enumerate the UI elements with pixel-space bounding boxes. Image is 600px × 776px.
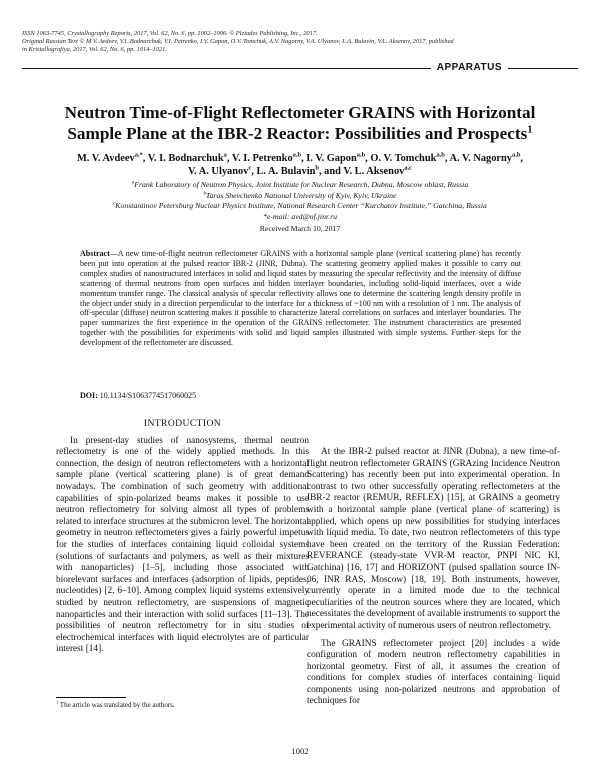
title-text: Neutron Time-of-Flight Reflectometer GRAINS with Horizontal Sample Plane at the IBR-2 Reactor: Possibilities and Prospects <box>64 103 536 143</box>
email: *e-mail: avd@nf.jinr.ru <box>262 211 338 221</box>
affiliation-c <box>22 201 578 212</box>
author: A. V. Nagorny <box>449 153 512 164</box>
section-label: APPARATUS <box>431 62 508 73</box>
abstract-text: —A new time-of-flight neutron reflectometer GRAINS with a horizontal sample plane (vertical scattering plane) has recently been put into operation at the pulsed reactor IBR-2 (JINR, Dubna). The scattering geometry applied makes it possible to carry out complex studies of nanostructured interfaces in solid and liquid states by measuring the specular reflectivity and the intensity of diffuse scattering of thermal neutrons from open surfaces and hidden interlayer boundaries, including solid-liquid interfaces, over a wide momentum transfer range. The classical analysis of specular reflectivity allows one to determine the scattering length density profile in the object under study in a direction perpendicular to the interface for a thickness of ~100 nm with a resolution of 1 nm. The analysis of off-specular (diffuse) neutron scattering makes it possible to characterize lateral correlations on surfaces and interlayer boundaries. The paper summarizes the first experience in the operation of the GRAINS reflectometer. The instrument characteristics are presented together with the possibilities for experiments with solid and liquid samples illustrated with simple systems. Further steps for the development of the reflectometer are discussed. <box>80 249 521 348</box>
author: O. V. Tomchuk <box>370 153 437 164</box>
left-column <box>56 418 309 656</box>
affiliation-a <box>22 180 578 191</box>
received-date: Received March 10, 2017 <box>259 224 341 233</box>
author: M. V. Avdeev <box>76 153 135 164</box>
author: V. A. Ulyanov <box>187 166 249 177</box>
affil-mark: b <box>203 190 206 196</box>
author-sup: a <box>223 151 227 159</box>
header-line: in Kristallografiya, 2017, Vol. 62, No. 6, pp. 1014–1021. <box>22 46 167 53</box>
section-heading: INTRODUCTION <box>143 418 222 429</box>
author-sup: a,b <box>356 151 366 159</box>
abstract <box>80 249 521 348</box>
author: I. V. Gapon <box>306 153 357 164</box>
affil-text: Frank Laboratory of Neutron Physics, Joint Institute for Nuclear Research, Dubna, Moscow oblast, Russia <box>134 180 469 189</box>
author-sup: b <box>315 164 319 172</box>
section-bar <box>22 62 578 76</box>
paragraph: In present-day studies of nanosystems, thermal neutron reflectometry is one of the widely applied methods. In this connection, the design of neutron reflectometers with a horizontal sample plane (vertical scattering plane) is of great demand nowadays. The combination of such geometry with additional capabilities of spin-polarized beams makes it possible to use neutron reflectometry for solving almost all types of problems related to interface structures at the submicron level. The horizontal geometry in neutron reflectometers gives a fairly powerful impetus for the studies of interfaces containing liquid colloidal systems (solutions of surfactants and polymers, as well as their mixtures with nanoparticles) [1–5], including those associated with biorelevant surfaces and interfaces (adsorption of lipids, peptides, nucleotides) [2, 6–10]. Among complex liquid systems extensively studied by neutron reflectometry, are suspensions of magnetic nanoparticles and their interaction with solid surfaces [11–13]. The possibilities of neutron reflectometry for in situ studies of electrochemical interfaces with liquid electrolytes are of particular interest [14]. <box>56 435 309 655</box>
journal-header <box>22 30 582 54</box>
header-line: ISSN 1063-7745, Crystallography Reports, 2017, Vol. 62, No. 6, pp. 1002–1006. © Pleiades Publishing, Inc., 2017. <box>22 30 318 37</box>
footnote <box>56 701 175 709</box>
author-sup: a,b <box>512 151 521 159</box>
author: L. A. Bulavin <box>256 166 316 177</box>
affiliation-b <box>22 191 578 202</box>
page-number: 1002 <box>291 746 309 756</box>
author: V. I. Bodnarchuk <box>147 153 224 164</box>
paragraph: The GRAINS reflectometer project [20] includes a wide configuration of modern neutron reflectometry capabilities in horizontal geometry. First of all, it assumes the creation of conditions for complex studies of interfaces containing liquid components using non-polarized neutrons and approbation of techniques for <box>307 638 560 707</box>
paragraph: At the IBR-2 pulsed reactor at JINR (Dubna), a new time-of-flight neutron reflectometer GRAINS (GRAzing Incidence Neutron Scattering) has recently been put into experimental operation. In contrast to two other successfully operating reflectometers at the IBR-2 reactor (REMUR, REFLEX) [15], at GRAINS a geometry with a horizontal sample plane (vertical plane of scattering) is applied, which opens up new possibilities for studying interfaces with liquid media. To date, two neutron reflectometers of this type have been created on the territory of the Russian Federation: REVERANCE (steady-state VVR-M reactor, PNPI NIC KI, Gatchina) [16, 17] and HORIZONT (pulsed spallation source IN-06, INR RAS, Moscow) [18, 19]. Both instruments, however, currently operate in a limited mode due to the technical peculiarities of the neutron sources where they are located, which necessitates the development of available instruments to support the experimental activity of numerous users of neutron reflectometry. <box>307 447 561 631</box>
affil-text: Taras Shevchenko National University of Kyiv, Kyiv, Ukraine <box>205 190 397 200</box>
author-sup: a,b <box>436 151 445 159</box>
affiliations <box>22 180 578 222</box>
right-column <box>307 447 560 708</box>
title-footnote-mark: 1 <box>527 124 533 136</box>
author-sup: a,c <box>404 164 413 172</box>
author: V. I. Petrenko <box>231 153 293 164</box>
author: V. L. Aksenov <box>343 166 405 177</box>
doi <box>80 391 196 400</box>
affil-text: Konstantinov Petersburg Nuclear Physics Institute, National Research Center “Kurchatov Institute,” Gatchina, Russia <box>115 201 487 210</box>
author-sup: a,* <box>134 151 143 159</box>
doi-label: DOI: <box>80 391 98 400</box>
affil-mark: c <box>113 201 116 207</box>
doi-value: 10.1134/S1063774517060025 <box>99 391 197 400</box>
footnote-text: The article was translated by the authors. <box>59 701 175 709</box>
footnote-mark: 1 <box>56 699 59 705</box>
abstract-label: Abstract <box>80 249 110 258</box>
footnote-rule <box>56 697 126 698</box>
header-line: Original Russian Text © M.V. Avdeev, V.I. Bodnarchuk, V.I. Petrenko, I.V. Gapon, O.V. Tomchuk, A.V. Nagorny, V.A. Ulyanov, L.A. Bulavin, V.L. Aksenov, 2017, published <box>22 38 454 45</box>
article-title <box>40 102 560 144</box>
author-sup: a,b <box>292 151 302 159</box>
affil-mark: a <box>131 180 135 186</box>
author-sup: c <box>248 164 252 172</box>
author-list: M. V. Avdeev$^{a,*}$, V. I. Bodnarchuk$^a$, V. I. Petrenko$^{a,b}$, I. V. Gapon$^{a,b}$, O. V. Tomchuk$^{a,b}$, A. V. Nagorny$^{a,b}$, V. A. Ulyanov$^c$, L. A. Bulavin$^b$, and V. L. Aksenov$^{a,c}$ <box>76 151 524 177</box>
